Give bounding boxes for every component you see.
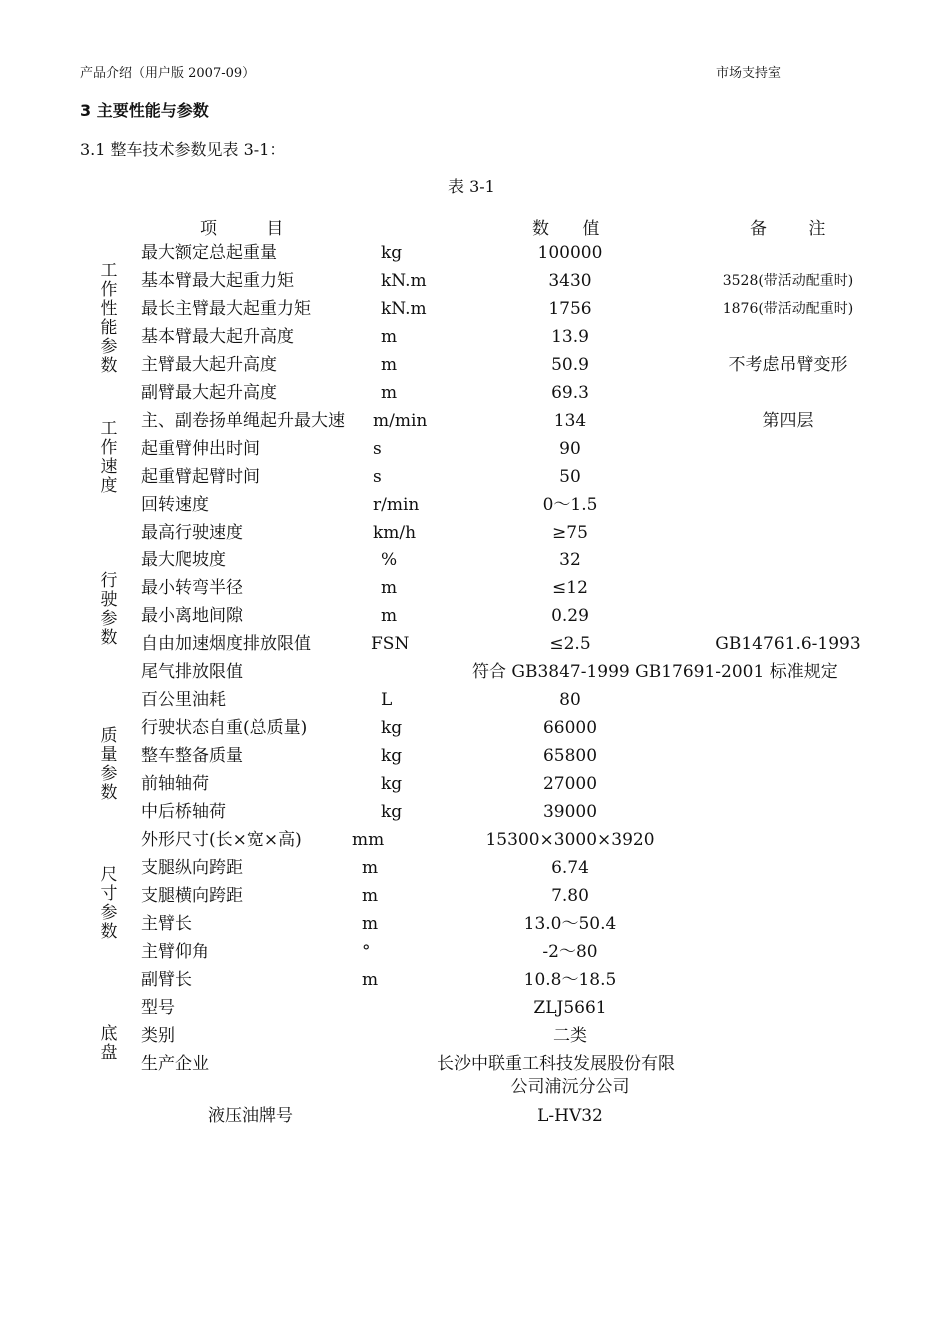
row-unit: L: [381, 690, 393, 710]
table-caption: 表 3-1: [448, 177, 495, 196]
row-note: GB14761.6-1993: [715, 634, 861, 654]
category-mass: 质量参数: [100, 726, 118, 803]
row-unit: s: [373, 439, 382, 459]
row-unit: m: [362, 970, 379, 990]
row-name: 中后桥轴荷: [141, 802, 226, 822]
row-name: 基本臂最大起重力矩: [141, 271, 294, 291]
row-note: 3528(带活动配重时): [722, 273, 854, 289]
row-unit: kN.m: [381, 271, 427, 291]
row-unit: mm: [352, 830, 385, 850]
row-unit: °: [362, 942, 371, 962]
subsection-title: 3.1 整车技术参数见表 3-1：: [80, 140, 286, 159]
row-unit: m: [362, 914, 379, 934]
row-name: 自由加速烟度排放限值: [141, 634, 311, 654]
row-name: 回转速度: [141, 495, 209, 515]
row-name: 主臂最大起升高度: [141, 355, 277, 375]
row-name: 起重臂起臂时间: [141, 467, 260, 487]
page-header-right: 市场支持室: [716, 66, 782, 81]
row-value: 32: [559, 550, 581, 570]
row-unit: kg: [381, 243, 403, 263]
row-unit: kg: [381, 718, 403, 738]
row-value: 6.74: [551, 858, 589, 878]
category-chassis: 底盘: [100, 1024, 118, 1063]
row-unit: s: [373, 467, 382, 487]
row-name: 类别: [141, 1026, 175, 1046]
row-unit: m: [381, 355, 398, 375]
row-unit: m: [381, 327, 398, 347]
row-unit: FSN: [371, 634, 410, 654]
row-name: 主臂仰角: [141, 942, 209, 962]
row-name: 外形尺寸(长×宽×高): [141, 830, 302, 850]
row-unit: km/h: [373, 523, 417, 543]
row-unit: kg: [381, 774, 403, 794]
row-value: 符合 GB3847-1999 GB17691-2001 标准规定: [472, 662, 838, 682]
row-name: 副臂最大起升高度: [141, 383, 277, 403]
row-value: 13.9: [551, 327, 589, 347]
row-value: 66000: [542, 718, 598, 738]
row-name: 尾气排放限值: [141, 662, 243, 682]
row-value: 65800: [542, 746, 598, 766]
row-name: 最长主臂最大起重力矩: [141, 299, 311, 319]
row-value: 7.80: [551, 886, 589, 906]
row-value: 0～1.5: [542, 495, 598, 515]
row-unit: m: [381, 383, 398, 403]
row-value: 39000: [542, 802, 598, 822]
hydraulic-oil-value: L-HV32: [537, 1106, 603, 1126]
row-value: 3430: [548, 271, 592, 291]
column-header-value: 数 值: [532, 219, 614, 239]
row-value: 80: [559, 690, 581, 710]
row-name: 百公里油耗: [141, 690, 226, 710]
column-header-note: 备 注: [750, 219, 844, 239]
section-title: 3 主要性能与参数: [80, 101, 209, 120]
row-value: 15300×3000×3920: [485, 830, 655, 850]
row-value: ≤12: [552, 578, 588, 598]
row-unit: %: [381, 550, 398, 570]
row-value: -2～80: [542, 942, 598, 962]
row-value: ≤2.5: [549, 634, 591, 654]
producer-line-2: 公司浦沅分公司: [510, 1077, 630, 1097]
hydraulic-oil-label: 液压油牌号: [208, 1106, 293, 1126]
row-unit: m: [381, 606, 398, 626]
row-value: 0.29: [551, 606, 589, 626]
row-value: 10.8～18.5: [523, 970, 617, 990]
row-value: ≥75: [552, 523, 588, 543]
row-name: 最小转弯半径: [141, 578, 243, 598]
row-name: 支腿横向跨距: [141, 886, 243, 906]
row-value: 50.9: [551, 355, 589, 375]
row-name: 整车整备质量: [141, 746, 243, 766]
row-value: 二类: [553, 1026, 587, 1046]
row-value: ZLJ5661: [533, 998, 607, 1018]
row-name: 生产企业: [141, 1054, 209, 1074]
row-name: 最大额定总起重量: [141, 243, 277, 263]
row-unit: kN.m: [381, 299, 427, 319]
row-name: 主、副卷扬单绳起升最大速: [141, 411, 345, 431]
row-unit: kg: [381, 746, 403, 766]
row-name: 最高行驶速度: [141, 523, 243, 543]
row-value: 100000: [537, 243, 603, 263]
row-name: 行驶状态自重(总质量): [141, 718, 308, 738]
row-value: 50: [559, 467, 581, 487]
column-header-item: 项 目: [200, 219, 306, 239]
row-unit: m: [381, 578, 398, 598]
row-unit: m: [362, 858, 379, 878]
category-driving: 行驶参数: [100, 571, 118, 648]
category-dimensions: 尺寸参数: [100, 865, 118, 942]
row-value: 90: [559, 439, 581, 459]
row-name: 最小离地间隙: [141, 606, 243, 626]
row-note: 1876(带活动配重时): [722, 301, 854, 317]
category-work-speed: 工作速度: [100, 419, 118, 496]
row-unit: m/min: [373, 411, 428, 431]
row-value: 134: [553, 411, 587, 431]
row-note: 不考虑吊臂变形: [728, 355, 848, 375]
row-name: 起重臂伸出时间: [141, 439, 260, 459]
page-header-left: 产品介绍（用户版 2007-09）: [80, 66, 256, 81]
row-unit: m: [362, 886, 379, 906]
row-name: 前轴轴荷: [141, 774, 209, 794]
row-name: 支腿纵向跨距: [141, 858, 243, 878]
row-value: 长沙中联重工科技发展股份有限: [437, 1054, 675, 1074]
row-name: 主臂长: [141, 914, 192, 934]
row-unit: kg: [381, 802, 403, 822]
row-name: 基本臂最大起升高度: [141, 327, 294, 347]
row-name: 副臂长: [141, 970, 192, 990]
row-value: 13.0～50.4: [523, 914, 617, 934]
row-value: 69.3: [551, 383, 589, 403]
row-note: 第四层: [762, 411, 814, 431]
row-name: 型号: [141, 998, 175, 1018]
row-unit: r/min: [373, 495, 420, 515]
row-value: 1756: [548, 299, 592, 319]
row-value: 27000: [542, 774, 598, 794]
row-name: 最大爬坡度: [141, 550, 226, 570]
category-work-performance: 工作性能参数: [100, 261, 118, 376]
